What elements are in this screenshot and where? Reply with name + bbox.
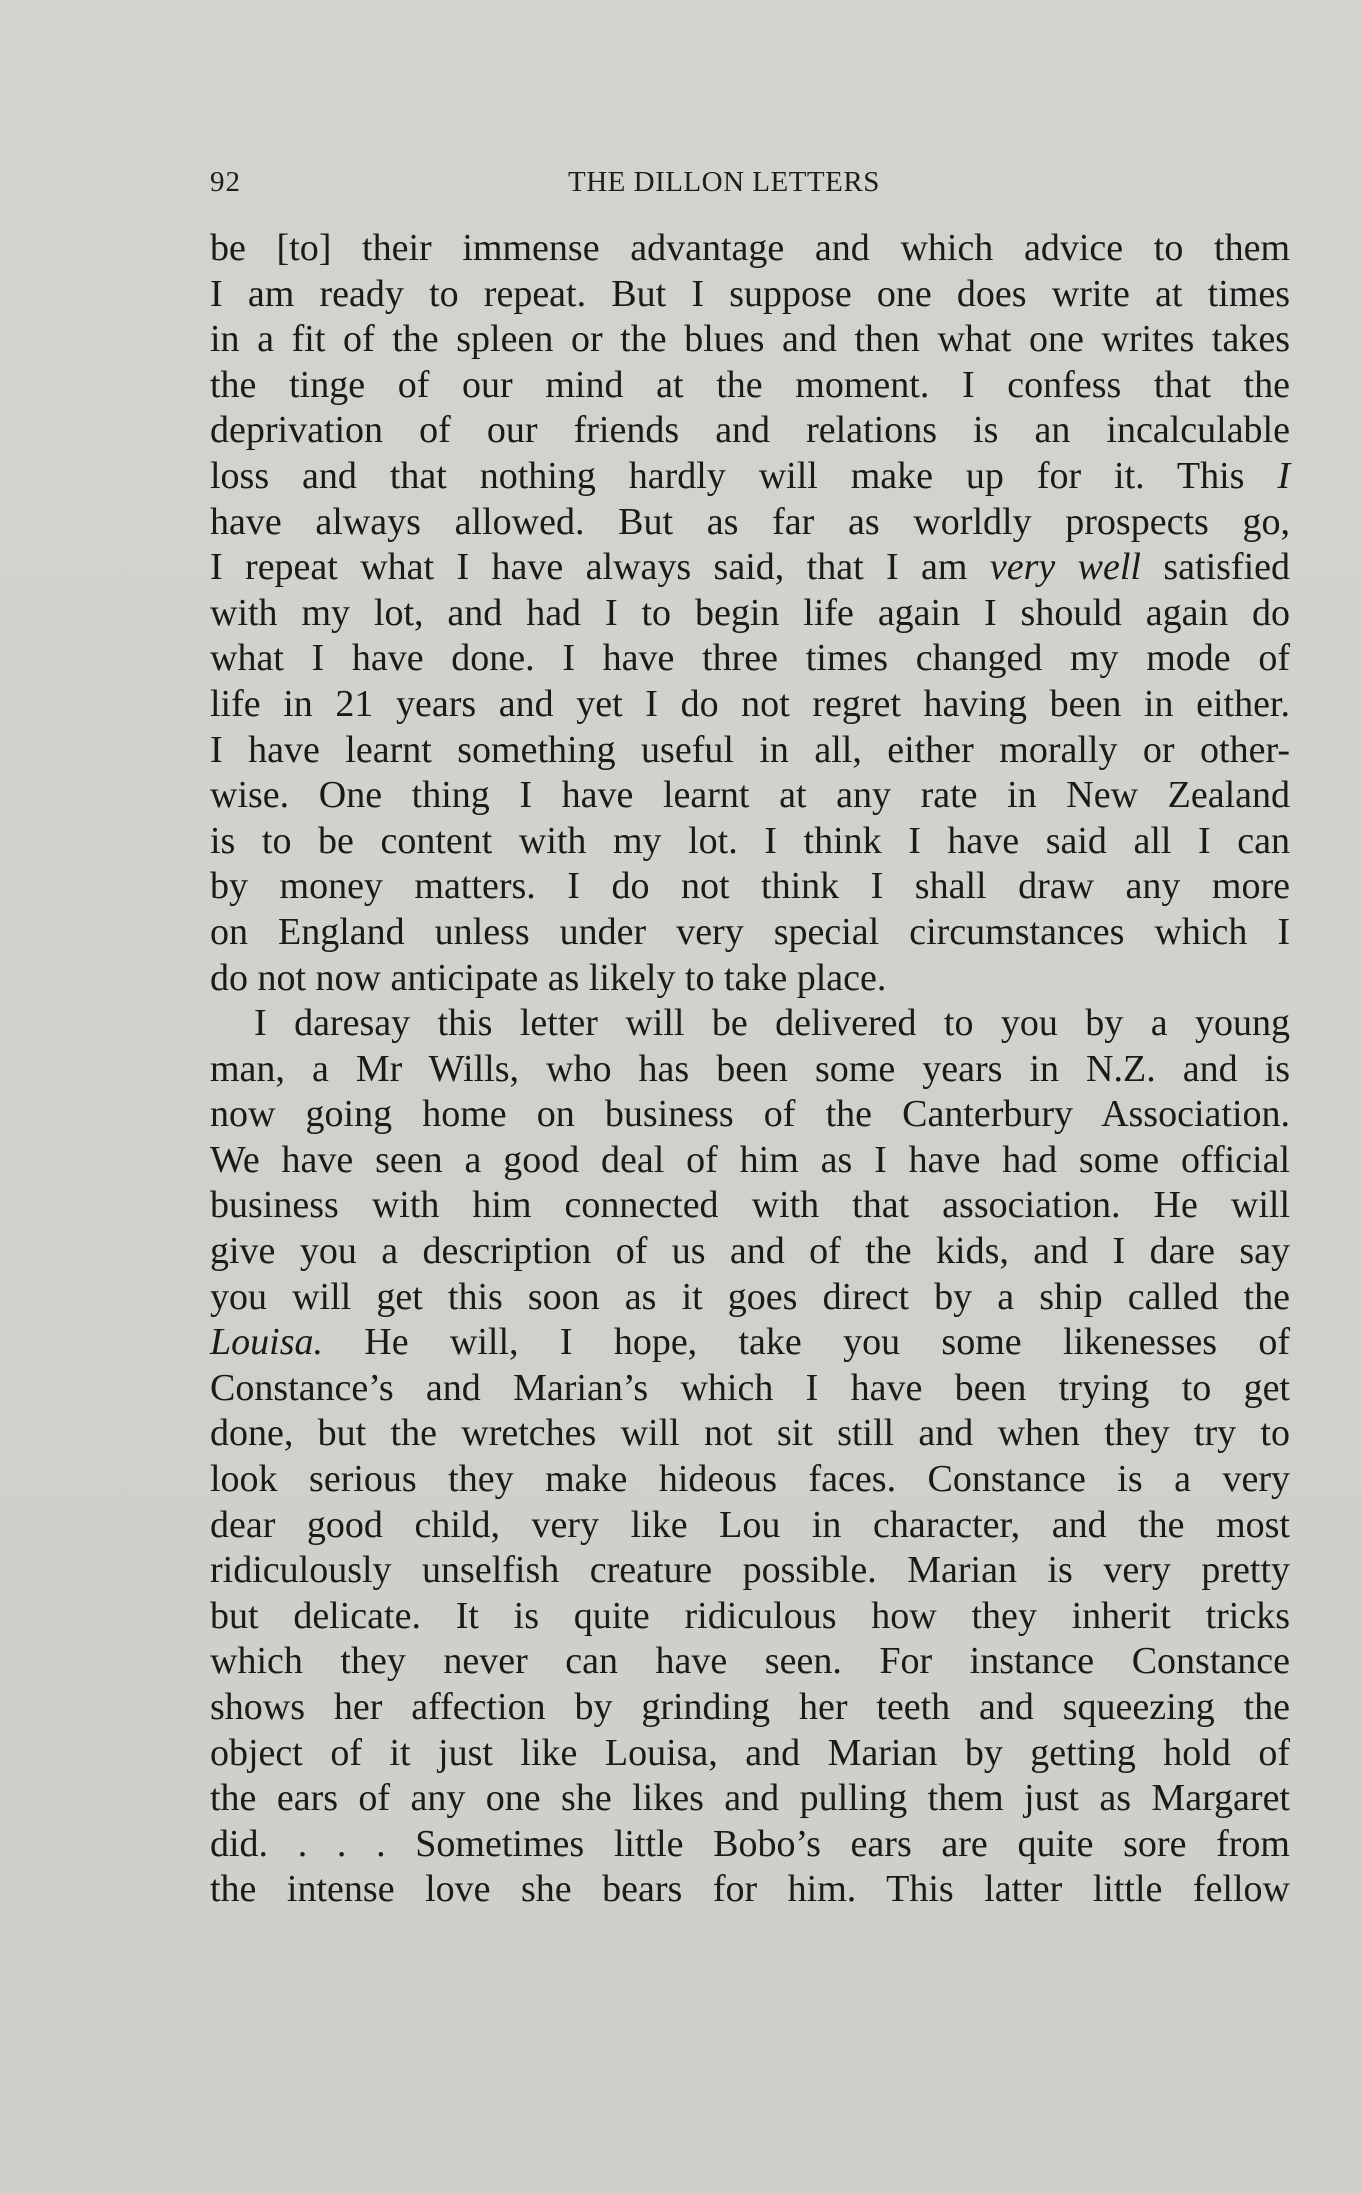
page-header: [210, 166, 1290, 206]
letter-body: [210, 226, 1290, 1913]
text-line: with my lot, and had I to begin life again I should again do: [210, 591, 1290, 634]
text-line: I have learnt something useful in all, either morally or other-: [210, 728, 1290, 771]
text-line: done, but the wretches will not sit still and when they try to: [210, 1412, 1290, 1455]
text-line: I repeat what I have always said, that I am very well satisfied: [210, 546, 1291, 589]
text-line: the ears of any one she likes and pulling them just as Margaret: [210, 1777, 1290, 1820]
text-line: be [to] their immense advantage and which advice to them: [210, 227, 1290, 269]
text-line: but delicate. It is quite ridiculous how they inherit tricks: [210, 1594, 1290, 1637]
text-line: object of it just like Louisa, and Marian by getting hold of: [210, 1731, 1290, 1774]
text-line: which they never can have seen. For instance Constance: [210, 1640, 1290, 1683]
text-line: have always allowed. But as far as worldly prospects go,: [210, 500, 1290, 543]
italic-emphasis: very well: [989, 546, 1141, 589]
text-line: dear good child, very like Lou in character, and the most: [210, 1503, 1290, 1546]
text-line: man, a Mr Wills, who has been some years in N.Z. and is: [210, 1047, 1290, 1090]
text-line: wise. One thing I have learnt at any rate in New Zealand: [210, 774, 1290, 817]
text-line: in a fit of the spleen or the blues and then what one writes takes: [210, 318, 1290, 361]
text-line: did. . . . Sometimes little Bobo’s ears are quite sore from: [210, 1822, 1290, 1865]
running-title: THE DILLON LETTERS: [568, 166, 880, 198]
text-line: look serious they make hideous faces. Constance is a very: [210, 1458, 1290, 1501]
page-number: 92: [210, 166, 241, 198]
text-line: I am ready to repeat. But I suppose one does write at times: [210, 272, 1290, 315]
text-line: give you a description of us and of the kids, and I dare say: [210, 1230, 1290, 1273]
text-line: Louisa. He will, I hope, take you some likenesses of: [210, 1321, 1290, 1364]
text-line: do not now anticipate as likely to take place.: [210, 956, 887, 999]
ship-name: Louisa.: [210, 1321, 323, 1364]
text-line: the tinge of our mind at the moment. I confess that the: [210, 363, 1290, 406]
text-line: deprivation of our friends and relations is an incalculable: [210, 409, 1290, 452]
text-line: the intense love she bears for him. This latter little fellow: [210, 1868, 1290, 1911]
text-line: is to be content with my lot. I think I have said all I can: [210, 819, 1290, 862]
text-line: by money matters. I do not think I shall draw any more: [210, 865, 1290, 908]
text-line: what I have done. I have three times changed my mode of: [210, 637, 1290, 680]
text-line: on England unless under very special circumstances which I: [210, 910, 1290, 953]
text-line: We have seen a good deal of him as I have had some official: [210, 1138, 1290, 1181]
text-line: Constance’s and Marian’s which I have been trying to get: [210, 1366, 1290, 1409]
italic-emphasis: I: [1277, 454, 1290, 497]
text-line: business with him connected with that association. He will: [210, 1184, 1290, 1227]
text-line: loss and that nothing hardly will make up for it. This I: [210, 454, 1290, 497]
text-line: shows her affection by grinding her teeth and squeezing the: [210, 1686, 1290, 1728]
text-line: you will get this soon as it goes direct by a ship called the: [210, 1275, 1290, 1318]
text-line: I daresay this letter will be delivered to you by a young: [254, 1002, 1290, 1045]
text-line: ridiculously unselfish creature possible. Marian is very pretty: [210, 1549, 1290, 1592]
text-line: life in 21 years and yet I do not regret having been in either.: [210, 682, 1290, 725]
text-line: now going home on business of the Canterbury Association.: [210, 1093, 1290, 1136]
